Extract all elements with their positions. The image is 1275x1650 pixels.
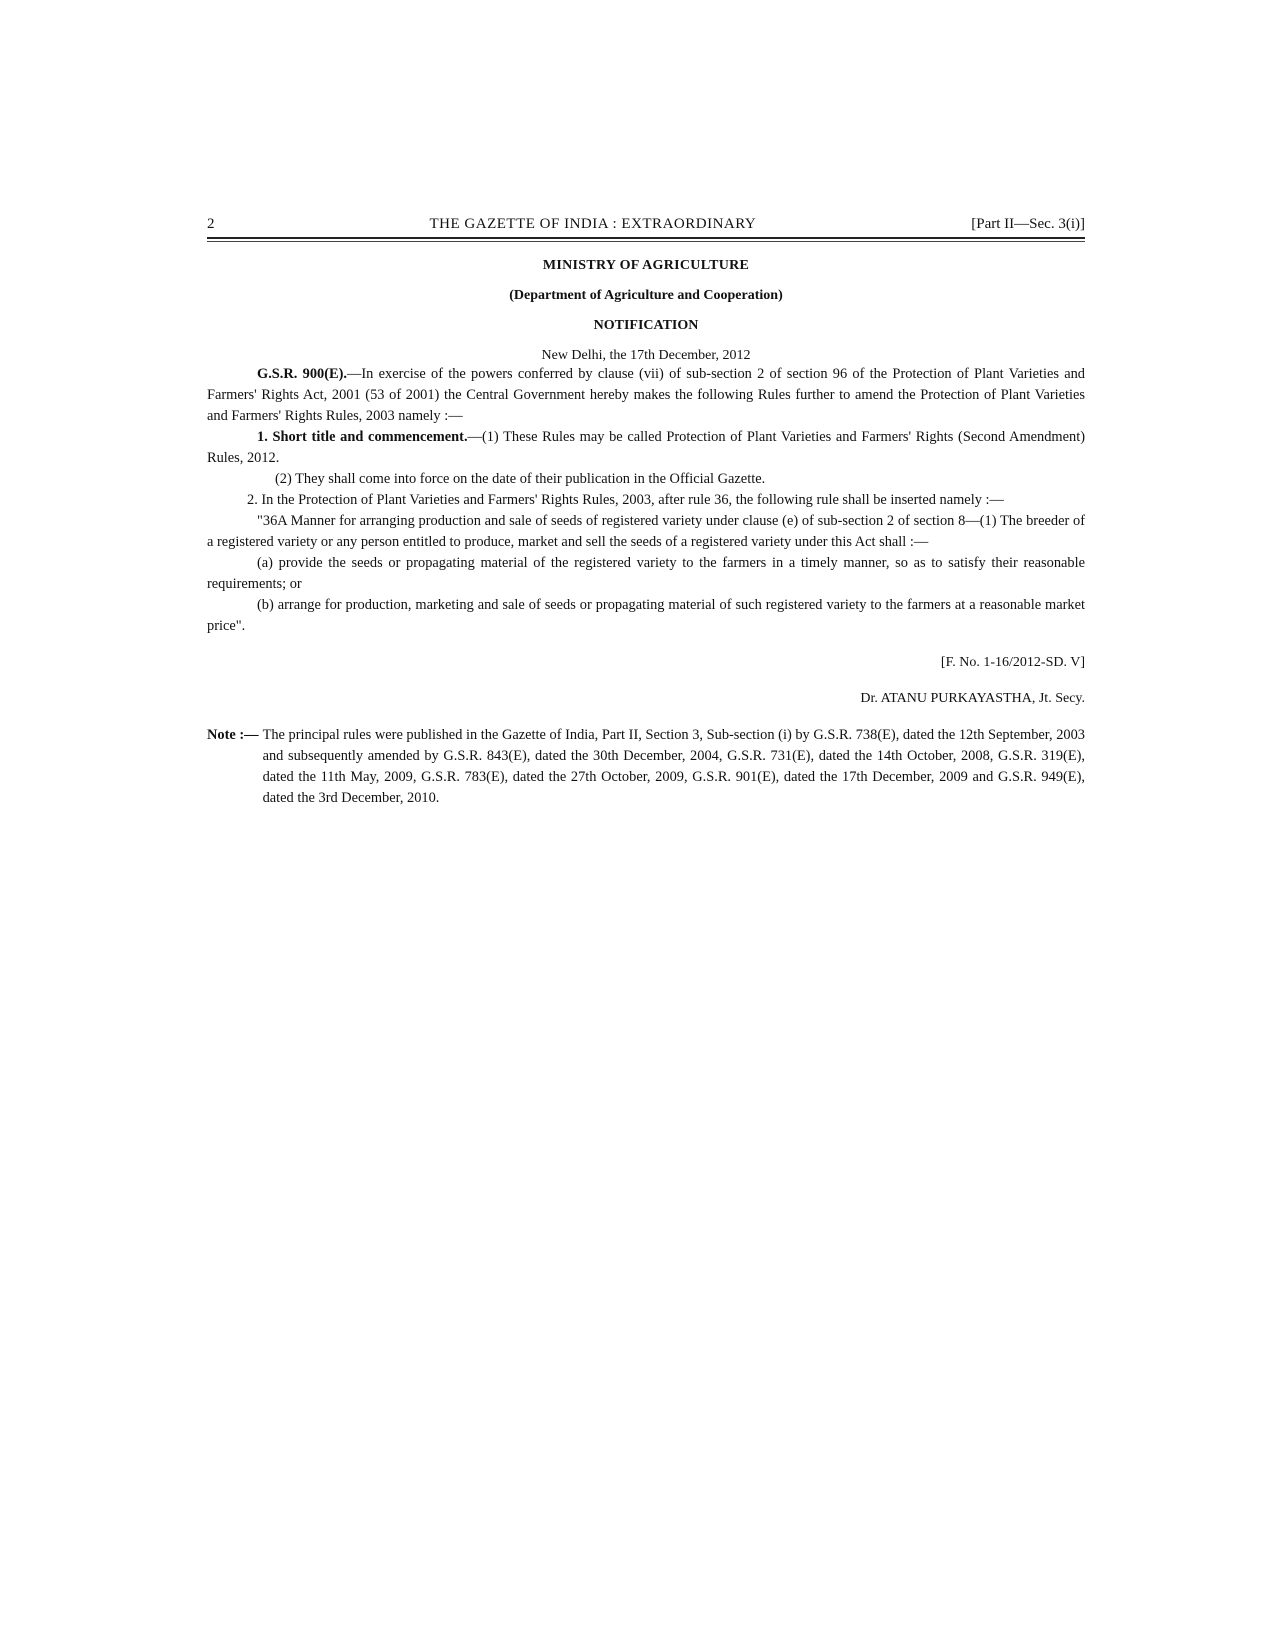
page-number: 2: [207, 216, 215, 232]
page-header: [207, 216, 1085, 236]
header-rule-thin: [207, 241, 1085, 242]
note-block: [207, 725, 1085, 809]
rule36a-paragraph: "36A Manner for arranging production and sale of seeds of registered variety under clause (e) of sub-section 2 of section 8—(1) The breeder of a registered variety or any person entitled to produce, market and sell the seeds of a registered variety under this Act shall :—: [207, 513, 1085, 550]
notification-heading: NOTIFICATION: [593, 318, 699, 333]
gsr-number: G.S.R. 900(E).: [257, 366, 347, 382]
department-heading: (Department of Agriculture and Cooperation): [509, 288, 783, 303]
part-section: [Part II—Sec. 3(i)]: [971, 216, 1085, 232]
gazette-title: THE GAZETTE OF INDIA : EXTRAORDINARY: [429, 216, 757, 232]
signatory: Dr. ATANU PURKAYASTHA, Jt. Secy.: [860, 691, 1085, 706]
rule1-text: —(1) These Rules may be called Protection of Plant Varieties and Farmers' Rights (Second Amendment) Rules, 2012.: [207, 429, 1085, 466]
ministry-heading: MINISTRY OF AGRICULTURE: [542, 258, 750, 273]
gazette-page: [207, 216, 1085, 809]
gsr-paragraph: [207, 364, 1085, 427]
gsr-text: —In exercise of the powers conferred by clause (vii) of sub-section 2 of section 96 of the Protection of Plant Varieties and Farmers' Rights Act, 2001 (53 of 2001) the Central Government hereby makes the following Rules further to amend the Protection of Plant Varieties and Farmers' Rights Rules, 2003 namely :—: [207, 366, 1085, 424]
rule1-paragraph: [207, 427, 1085, 469]
clause-a: (a) provide the seeds or propagating material of the registered variety to the farmers in a timely manner, so as to satisfy their reasonable requirements; or: [207, 555, 1085, 592]
rule1-subrule2: (2) They shall come into force on the date of their publication in the Official Gazette.: [275, 471, 766, 487]
clause-b: (b) arrange for production, marketing and sale of seeds or propagating material of such registered variety to the farmers at a reasonable market price".: [207, 597, 1085, 634]
note-text: The principal rules were published in the Gazette of India, Part II, Section 3, Sub-section (i) by G.S.R. 738(E), dated the 12th September, 2003 and subsequently amended by G.S.R. 843(E), dated the 30th December, 2004, G.S.R. 731(E), dated the 14th October, 2008, G.S.R. 319(E), dated the 11th May, 2009, G.S.R. 783(E), dated the 27th October, 2009, G.S.R. 901(E), dated the 17th December, 2009 and G.S.R. 949(E), dated the 3rd December, 2010.: [262, 727, 1085, 806]
rule2-paragraph: 2. In the Protection of Plant Varieties and Farmers' Rights Rules, 2003, after rule 36, the following rule shall be inserted namely :—: [247, 492, 1004, 508]
header-rule-thick: [207, 237, 1085, 239]
rule1-heading: 1. Short title and commencement.: [257, 429, 468, 445]
place-date: New Delhi, the 17th December, 2012: [541, 348, 751, 363]
note-label: Note :—: [207, 727, 259, 743]
file-number: [F. No. 1-16/2012-SD. V]: [940, 655, 1085, 670]
